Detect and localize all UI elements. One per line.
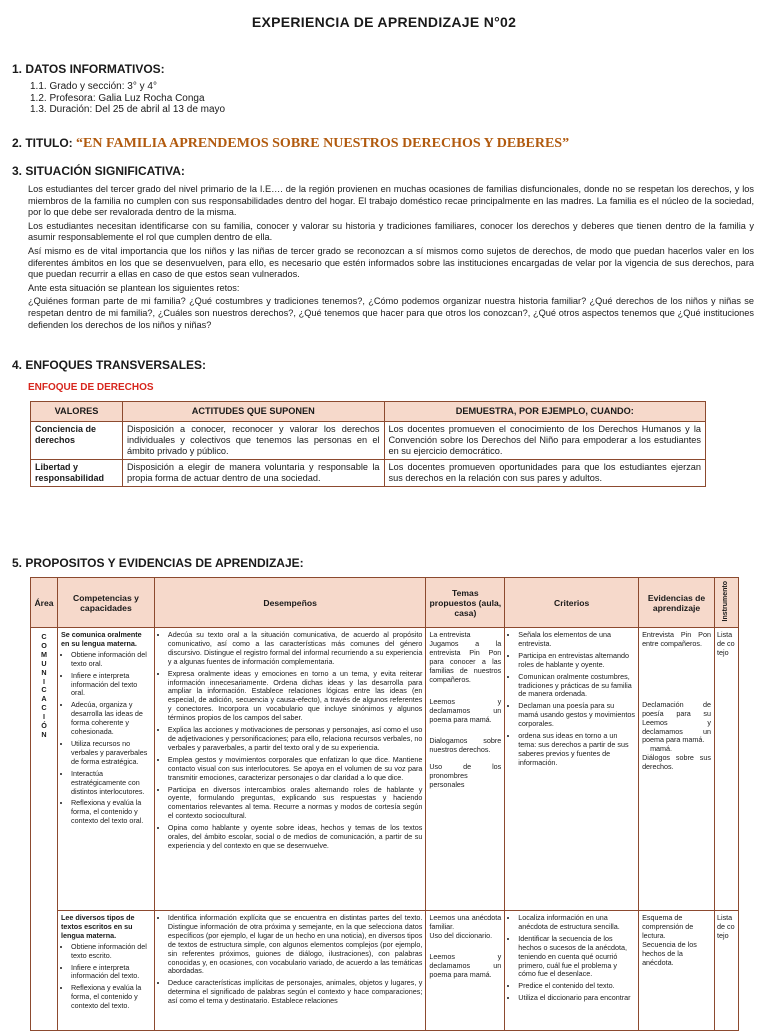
col-header: ACTITUDES QUE SUPONEN [122,402,384,422]
datos-item: 1.1. Grado y sección: 3° y 4° [30,81,157,92]
tema-item: Leemos y declamamos un poema para mamá. [429,697,502,725]
list-item: • Reflexiona y evalúa la forma, el contenido y contexto del texto oral. [71,799,151,826]
area-letter: I [42,712,45,722]
area-letter: M [40,649,47,659]
desempenos-cell [154,911,425,1031]
list-item: • Explica las acciones y motivaciones de personas y personajes, así como el uso de adjetivaciones y personificaciones; para ello, relaciona recursos verbales, no verbales y paraverbales, a partir del texto oral y de su experiencia. [168,726,422,753]
list-item: • ordena sus ideas en torno a un tema: sus derechos a partir de sus saberes previos y fuentes de información. [518,732,635,768]
list-item: • Opina como hablante y oyente sobre ideas, hechos y temas de los textos orales, del ámbito escolar, social o de medios de comunicación, a partir de su experiencia y del contexto en que se desenvuelve. [168,824,422,851]
col-header: Desempeños [154,578,425,628]
list-item: • Utiliza el diccionario para encontrar [518,994,635,1003]
datos-item: 1.2. Profesora: Galia Luz Rocha Conga [30,92,205,104]
paragraph: Ante esta situación se plantean los siguientes retos: [28,282,240,293]
list-item: • Identifica información explícita que se encuentra en distintas partes del texto. Distingue información de otra próxima y semejante, en la que selecciona datos específicos (por ejemplo, el lugar de un hecho en una noticia), en diversos tipos de textos de estructura simple, con algunos elementos complejos (por ejemplo, sin referentes próximos, guiones de diálogo, ilustraciones), con palabras conocidas y, en ocasiones, con vocabulario variado, de acuerdo a las temáticas abordadas. [168,914,422,976]
paragraph: Así mismo es de vital importancia que los niños y las niñas de tercer grado se reconozcan a sí mismos como sujetos de derechos, de modo que puedan hacerlos valer en los diferentes ámbitos en los que se desenvuelven, para ello, es necesario que estén informados sobre las instituciones encargadas de velar por la vigencia de sus derechos, para que puedan recurrir a ellas en caso de que estos sean vulnerados. [28,245,754,280]
list-item: • Señala los elementos de una entrevista. [518,631,635,649]
area-letter: N [41,667,47,677]
instrumento-header: Instrumento [722,581,730,622]
area-letter: A [41,694,47,704]
table-row [31,422,706,460]
list-item: • Infiere e interpreta información del texto. [71,964,151,982]
list-item: • Declaman una poesía para su mamá usando gestos y movimientos corporales. [518,702,635,729]
tema-item: Leemos una anécdota familiar. [429,913,502,931]
evidencia-item: Secuencia de los hechos de la anécdota. [642,939,697,967]
list-item: • Interactúa estratégicamente con distintos interlocutores. [71,770,151,797]
competencia-title: Se comunica oralmente en su lengua materna. [60,630,142,648]
area-letter: C [41,703,47,713]
tema-item: Jugamos a la entrevista Pin Pon para conocer a las familias de nuestros compañeros. [429,638,502,684]
competencia-title: Lee diversos tipos de textos escritos en su lengua materna. [60,913,135,940]
col-header: DEMUESTRA, POR EJEMPLO, CUANDO: [384,402,705,422]
area-letter: I [42,676,45,686]
tema-item: Uso del diccionario. [429,930,493,940]
area-cell [31,628,58,1031]
evidencia-item: Diálogos sobre sus derechos. [642,753,711,772]
section-1-heading: 1. DATOS INFORMATIVOS: [12,62,165,76]
paragraph: ¿Quiénes forman parte de mi familia? ¿Qué costumbres y tradiciones tenemos?, ¿Cómo podemos organizar nuestra historia familiar? ¿Qué derechos de los niños y niñas se respetan dentro de mi familia?, ¿Cuáles son nuestros derechos?, ¿Qué tenemos que hacer para que otros los conozcan?, ¿Qué otros aspectos tenemos que ¿Qué instituciones defienden los derechos de los niños y niñas? [28,296,754,330]
col-header: Evidencias de aprendizaje [639,578,715,628]
evidencia-item: Entrevista Pin Pon entre compañeros. [642,630,711,648]
tema-item: Leemos y declamamos un poema para mamá. [429,951,502,979]
col-header: Criterios [505,578,639,628]
section-4-heading: 4. ENFOQUES TRANSVERSALES: [12,358,207,372]
temas-cell [426,911,505,1031]
list-item: • Utiliza recursos no verbales y paraverbales de forma estratégica. [71,740,151,767]
actitud-cell: Disposición a elegir de manera voluntaria y responsable la propia forma de actuar dentro de una sociedad. [122,460,384,487]
section-5-heading: 5. PROPOSITOS Y EVIDENCIAS DE APRENDIZAJE: [12,556,304,570]
col-header: Área [31,578,58,628]
ejemplo-cell: Los docentes promueven oportunidades para que los estudiantes ejerzan sus derechos en la relación con sus pares y adultos. [384,460,705,487]
instrumento-cell: Lista de cotejo [714,628,738,911]
area-letter: U [41,658,47,668]
list-item: • Localiza información en una anécdota de estructura sencilla. [518,914,635,932]
list-item: • Obtiene información del texto oral. [71,651,151,669]
list-item: • Adecúa su texto oral a la situación comunicativa, de acuerdo al propósito comunicativo, así como a las características más comunes del género discursivo. Distingue el registro formal del informal recurriendo a su experiencia y a algunas fuentes de información complementaria. [168,631,422,667]
area-letter: O [41,640,47,650]
col-header: Temas propuestos (aula, casa) [426,578,505,628]
list-item: • Expresa oralmente ideas y emociones en torno a un tema, y evita reiterar información innecesariamente. Ordena dichas ideas y las desarrolla para ampliar la información. Establece relaciones lógicas entre las ideas (en especial, de adición, secuencia y causa-efecto), a través de algunos referentes y conectores. Incorpora un vocabulario que incluye sinónimos y algunos términos propios de los campos del saber. [168,670,422,723]
section-2 [12,134,569,152]
area-letter: Ó [41,721,47,731]
enfoque-subheading: ENFOQUE DE DERECHOS [28,382,154,393]
evidencias-cell [639,911,715,1031]
col-header: VALORES [31,402,123,422]
criterios-cell [505,628,639,911]
table-row [31,628,739,911]
competencia-cell [57,911,154,1031]
evidencia-item: mamá. [650,744,673,754]
tema-item: La entrevista [429,630,471,639]
section-2-heading: 2. TITULO: [12,136,76,150]
table-row [31,911,739,1031]
list-item: • Comunican oralmente costumbres, tradiciones y prácticas de su familia de manera ordenada. [518,673,635,700]
area-letter: C [41,632,47,641]
list-item: • Participa en entrevistas alternando roles de hablante y oyente. [518,652,635,670]
list-item: • Emplea gestos y movimientos corporales que enfatizan lo que dice. Mantiene contacto visual con sus interlocutores. Se apoya en el volumen de su voz para transmitir emociones, caracterizar personajes o dar claridad a lo que dice. [168,756,422,783]
list-item: • Deduce características implícitas de personajes, animales, objetos y lugares, y determina el significado de palabras según el contexto y hace comparaciones; así como el tema y destinatario. Establece relaciones [168,979,422,1006]
list-item: • Reflexiona y evalúa la forma, el contenido y contexto del texto. [71,984,151,1011]
evidencia-item: Esquema de comprensión de lectura. [642,913,694,940]
evidencia-item: Declamación de poesía para su Leemos y declamamos un poema para mamá. [642,699,711,745]
list-item: • Adecúa, organiza y desarrolla las ideas de forma coherente y cohesionada. [71,701,151,737]
tema-item: Dialogamos sobre nuestros derechos. [429,736,502,755]
table-row [31,460,706,487]
situacion-text [28,184,754,331]
valor-cell: Conciencia de derechos [31,422,123,460]
competencia-cell [57,628,154,911]
enfoques-table [30,401,706,487]
criterios-cell [505,911,639,1031]
evidencias-cell [639,628,715,911]
paragraph: Los estudiantes necesitan identificarse con su familia, conocer y valorar su historia y tradiciones familiares, conocer los derechos y deberes que tienen dentro de la familia y asumir responsablemente el rol que cumplen dentro de ella. [28,220,754,243]
col-header: Competencias y capacidades [57,578,154,628]
area-letter: N [41,729,47,739]
list-item: • Identificar la secuencia de los hechos o sucesos de la anécdota, teniendo en cuenta qué ocurrió primero, cuál fue el problema y cómo fue el desenlace. [518,935,635,980]
list-item: • Obtiene información del texto escrito. [71,943,151,961]
list-item: • Predice el contenido del texto. [518,982,635,991]
actitud-cell: Disposición a conocer, reconocer y valorar los derechos individuales y colectivos que tenemos las personas en el ámbito privado y público. [122,422,384,460]
temas-cell [426,628,505,911]
datos-list [30,81,225,116]
list-item: • Infiere e interpreta información del texto oral. [71,672,151,699]
instrumento-cell: Lista de cotejo [714,911,738,1031]
ejemplo-cell: Los docentes promueven el conocimiento de los Derechos Humanos y la Convención sobre los Derechos del Niño para empoderar a los estudiantes en su ejercicio democrático. [384,422,705,460]
page-title: EXPERIENCIA DE APRENDIZAJE N°02 [251,14,517,30]
titulo-text: “EN FAMILIA APRENDEMOS SOBRE NUESTROS DERECHOS Y DEBERES” [76,136,570,151]
tema-item: Uso de los pronombres personales [429,761,502,789]
paragraph: Los estudiantes del tercer grado del nivel primario de la I.E…. de la región provienen en muchas ocasiones de familias disfuncionales, donde no se respetan los derechos, y los miembros de la familia no cumplen con sus responsabilidades dentro del hogar. El trabajo doméstico recae principalmente en las madres. La familia es el núcleo de la sociedad, por lo que debe ser revalorada dentro de la misma. [28,184,754,218]
list-item: • Participa en diversos intercambios orales alternando roles de hablante y oyente, formulando preguntas, explicando sus respuestas y haciendo comentarios relevantes al tema. Recurre a normas y modos de cortesía según el contexto sociocultural. [168,786,422,822]
desempenos-cell [154,628,425,911]
area-letter: C [41,685,47,695]
col-header-instrumento [714,578,738,628]
propositos-table [30,577,739,1031]
datos-item: 1.3. Duración: Del 25 de abril al 13 de mayo [30,104,226,115]
section-3-heading: 3. SITUACIÓN SIGNIFICATIVA: [12,164,185,178]
valor-cell: Libertad y responsabilidad [31,460,123,487]
